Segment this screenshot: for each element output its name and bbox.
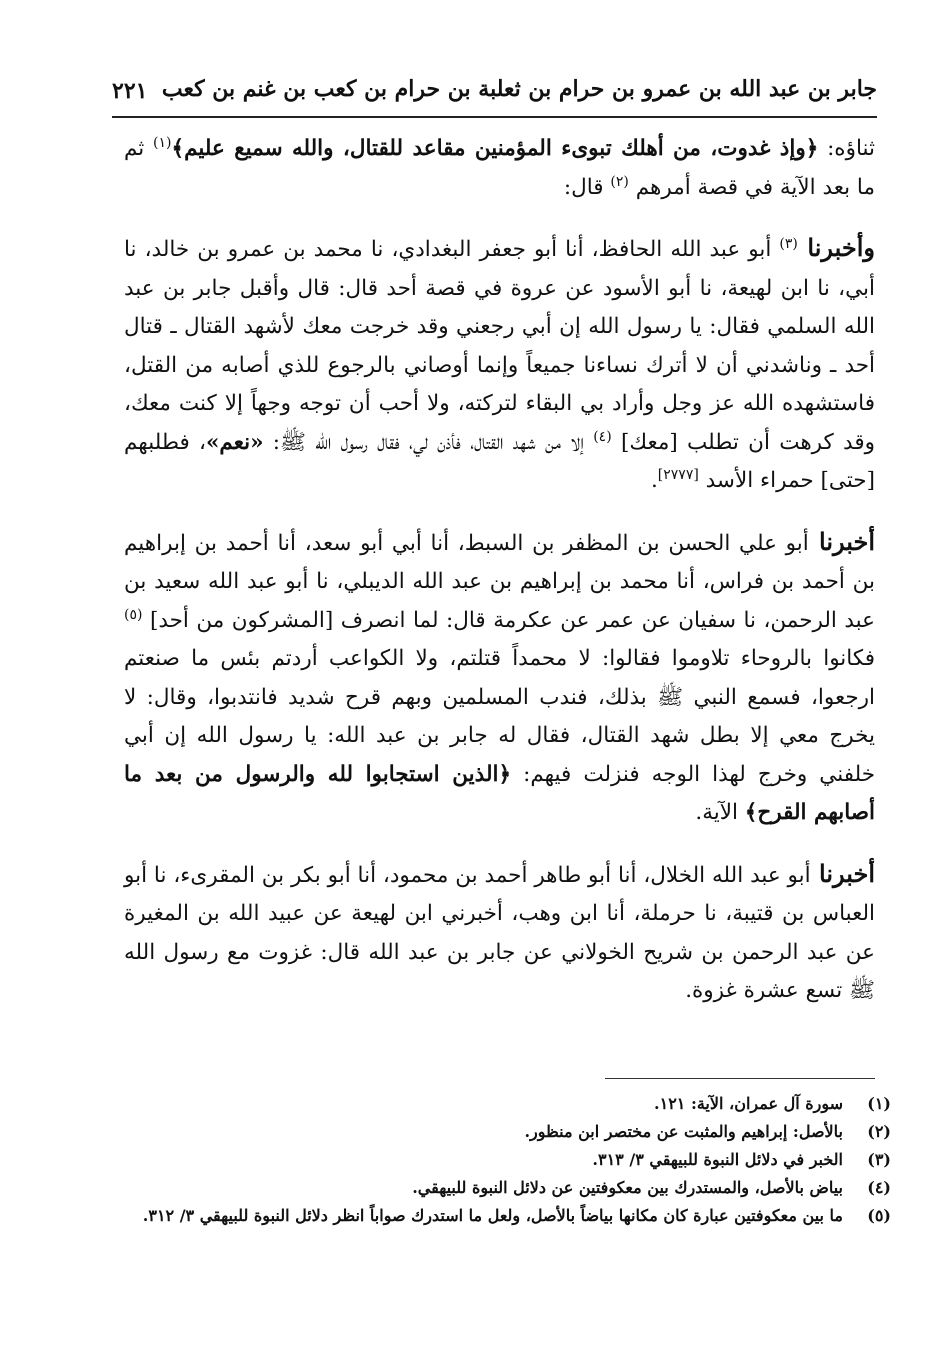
text-run: ثم ما بعد الآية في قصة أمرهم: [124, 136, 875, 200]
footnote: [125, 1090, 891, 1118]
text-run: أبو علي الحسن بن المظفر بن السبط، أنا أبي أبو سعد، أنا أحمد بن إبراهيم بن أحمد بن فراس، أنا محمد بن إبراهيم بن عبد الله الديبلي، نا أبو عبد الله سعيد بن عبد الرحمن، نا سفيان عن عمر عن عكرمة قال: لما انصرف [المشركون من أحد]: [124, 530, 875, 633]
page-number: ٢٢١: [112, 78, 148, 104]
text-run: أبو عبد الله الحافظ، أنا أبو جعفر البغدادي، نا محمد بن عمرو بن خالد، نا أبي، نا ابن لهيعة، نا أبو الأسود عن عروة في قصة أحد قال: قال وأقبل جابر بن عبد الله السلمي فقال: يا رسول الله إن أبي رجعني وقد خرجت معك لأشهد القتال ـ قتال أحد ـ وناشدني أن لا أترك نساءنا جميعاً وإنما أوصاني بالرجوع للذي أصابه من القتل، فاستشهده الله عز وجل وأراد بي البقاء لتركته، ولا أحب أن توجه وجهاً إلا كنت معك، وقد كرهت أن تطلب [معك]: [124, 237, 875, 455]
text-run: أبو عبد الله الخلال، أنا أبو طاهر أحمد بن محمود، أنا أبو بكر بن المقرىء، نا أبو العباس بن قتيبة، نا حرملة، أنا ابن وهب، أخبرني ابن لهيعة عن عبيد الله بن المغيرة عن عبد الرحمن بن شريح الخولاني عن جابر بن عبد الله قال: غزوت مع رسول الله ﷺ تسع عشرة غزوة.: [124, 862, 875, 1003]
footnote-text: سورة آل عمران، الآية: ١٢١.: [654, 1094, 843, 1113]
footnote-text: ما بين معكوفتين عبارة كان مكانها بياضاً بالأصل، ولعل ما استدرك صواباً انظر دلائل النبوة للبيهقي ٣/ ٣١٢.: [142, 1206, 843, 1225]
footnote-number: (٣): [867, 1150, 891, 1169]
text-run: قال:: [563, 174, 611, 200]
footnote-text: بياض بالأصل، والمستدرك بين معكوفتين عن دلائل النبوة للبيهقي.: [412, 1178, 843, 1197]
footnote-marker: (٤): [593, 428, 612, 445]
text-run: إلا من شهد القتال، فأذن لي، فقال رسول الله ﷺ:: [263, 429, 594, 455]
page-header: [112, 70, 877, 118]
text-run: .: [650, 468, 658, 493]
paragraph-lead: أخبرنا: [810, 858, 875, 888]
emphasized-text: ﴿وإذ غدوت، من أهلك تبوىء المؤمنين مقاعد للقتال، والله سميع عليم﴾: [171, 136, 819, 161]
footnote-text: الخبر في دلائل النبوة للبيهقي ٣/ ٣١٣.: [592, 1150, 843, 1169]
emphasized-text: «نعم»: [205, 429, 264, 455]
paragraph: [124, 855, 875, 1011]
footnote: [125, 1202, 891, 1230]
footnote-divider: [605, 1078, 875, 1079]
footnote: [125, 1174, 891, 1202]
footnote-marker: (٢): [610, 173, 629, 190]
text-run: فكانوا بالروحاء تلاوموا فقالوا: لا محمداً قتلتم، ولا الكواعب أردتم بئس ما صنعتم ارجعوا، فسمع النبي ﷺ بذلك، فندب المسلمين وبهم قرح شديد فانتدبوا، وقال: لا يخرج معي إلا بطل شهد القتال، فقال له جابر بن عبد الله: يا رسول الله إن أبي خلفني وخرج لهذا الوجه فنزلت فيهم:: [124, 646, 875, 787]
paragraph: [124, 130, 875, 207]
footnote-marker: [٢٧٧٧]: [657, 466, 699, 483]
footnote: [125, 1146, 891, 1174]
footnote-number: (٢): [867, 1122, 891, 1141]
footnote-number: (٤): [867, 1178, 891, 1197]
emphasized-text: ﴿الذين استجابوا لله والرسول من بعد ما أصابهم القرح﴾: [124, 761, 875, 825]
footnote-marker: (٣): [779, 235, 798, 252]
footnote-marker: (٥): [124, 606, 143, 623]
paragraph-lead: أخبرنا: [808, 526, 875, 556]
footnotes: [125, 1090, 891, 1230]
footnote-marker: (١): [153, 134, 172, 151]
footnote-text: بالأصل: إبراهيم والمثبت عن مختصر ابن منظور.: [524, 1122, 843, 1141]
text-run: ثناؤه:: [818, 136, 875, 161]
footnote-number: (١): [867, 1094, 891, 1113]
text-run: ، فطلبهم [حتى] حمراء الأسد: [124, 429, 875, 493]
paragraph-lead: وأخبرنا: [797, 233, 875, 262]
footnote-number: (٥): [867, 1206, 891, 1225]
running-title: جابر بن عبد الله بن عمرو بن حرام بن ثعلبة بن حرام بن كعب بن غنم بن كعب: [161, 76, 877, 102]
paragraph: [124, 229, 875, 501]
footnote: [125, 1118, 891, 1146]
paragraph: [124, 523, 875, 833]
body-text: [124, 130, 875, 1011]
text-run: الآية.: [695, 800, 745, 825]
